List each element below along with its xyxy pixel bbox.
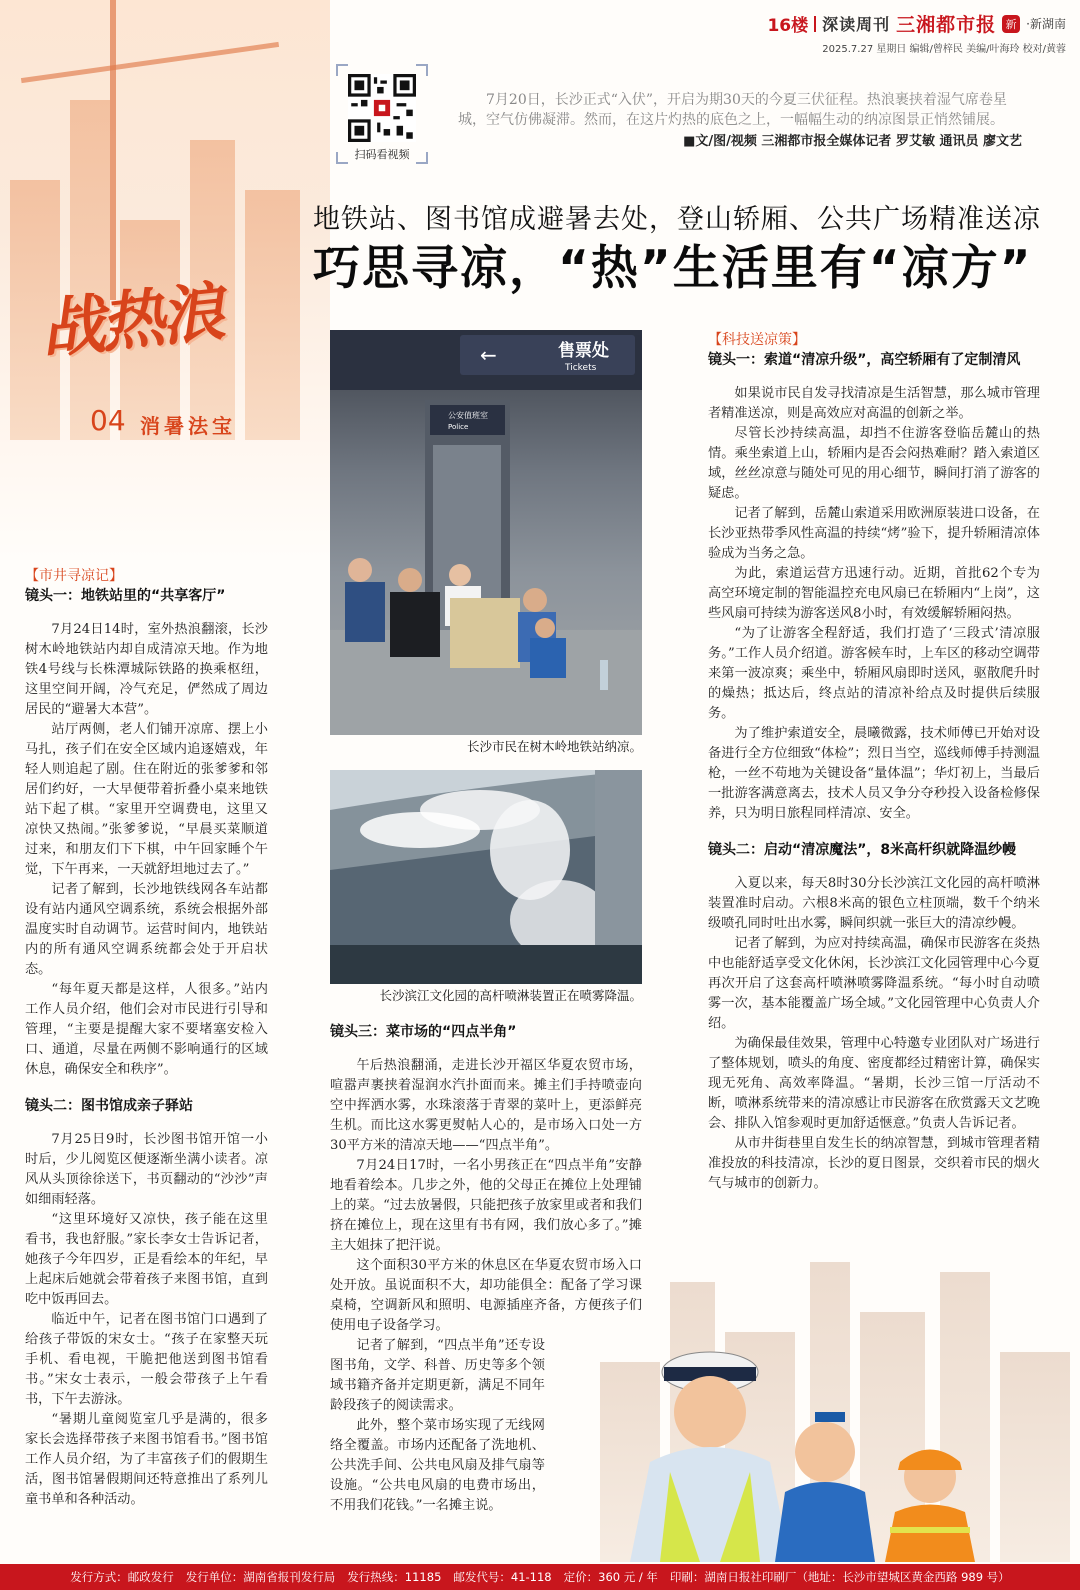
paragraph: 此外，整个菜市场实现了无线网络全覆盖。市场内还配备了洗地机、公共洗手间、公共电风扇及排气扇等设施。“公共电风扇的电费市场出，不用我们花钱。”一名摊主说。 xyxy=(330,1418,545,1513)
topic-title: 战热浪 xyxy=(37,275,225,369)
paragraph: “为了让游客全程舒适，我们打造了‘三段式’清凉服务。”工作人员介绍道。游客候车时，上车区的移动空调带来第一波凉爽；乘坐中，轿厢风扇即时送风，驱散爬升时的燥热；抵达后，终点站的清凉补给点及时提供后续服务。 xyxy=(708,626,1040,721)
page-number: 16楼 xyxy=(767,16,809,36)
paragraph: 记者了解到，“四点半角”还专设图书角，文学、科普、历史等多个领域书籍齐备并定期更新，满足不同年龄段孩子的阅读需求。 xyxy=(330,1338,545,1413)
footer-hotline: 发行热线：11185 xyxy=(347,1570,442,1584)
intro-paragraph: 7月20日，长沙正式“入伏”，开启为期30天的今夏三伏征程。热浪裹挟着湿气席卷星城，空气仿佛凝滞。然而，在这片灼热的底色之上，一幅幅生动的纳凉图景正悄然铺展。 xyxy=(458,92,1007,128)
photo-caption-mist: 长沙滨江文化园的高杆喷淋装置正在喷雾降温。 xyxy=(379,988,642,1003)
app-name: ·新湖南 xyxy=(1026,17,1066,31)
issue-meta: 2025.7.27 星期日 编辑/曾梓民 美编/叶海玲 校对/黄蓉 xyxy=(822,44,1066,55)
column-name: 深读周刊 xyxy=(822,15,891,34)
sign-ticket: 售票处 xyxy=(558,341,609,361)
left-column xyxy=(25,566,268,1510)
paragraph: 午后热浪翻涌，走进长沙开福区华夏农贸市场，喧嚣声裹挟着湿润水汽扑面而来。摊主们手持喷壶向空中挥洒水雾，水珠滚落于青翠的菜叶上，更添鲜亮生机。而比这水雾更熨帖人心的，是市场入口处一方30平方米的清凉天地——“四点半角”。 xyxy=(330,1058,642,1153)
qr-caption: 扫码看视频 xyxy=(354,148,410,161)
topic-number: 04 xyxy=(90,404,126,437)
footer-postal-code: 邮发代号：41-118 xyxy=(453,1570,552,1584)
paragraph: 临近中午，记者在图书馆门口遇到了给孩子带饭的宋女士。“孩子在家整天玩手机、看电视，干脆把他送到图书馆看书。”宋女士表示，一般会带孩子上午看书，下午去游泳。 xyxy=(25,1312,268,1407)
footer-publisher: 发行单位：湖南省报刊发行局 xyxy=(185,1570,336,1584)
footer-price: 定价：360 元 / 年 xyxy=(563,1570,658,1584)
paragraph: 记者了解到，为应对持续高温，确保市民游客在炎热中也能舒适享受文化休闲，长沙滨江文化园管理中心今夏再次开启了这套高杆喷淋喷雾降温系统。“每小时自动喷雾一次，基本能覆盖广场全域。”文化园管理中心负责人介绍。 xyxy=(708,936,1040,1031)
paragraph: 从市井街巷里自发生长的纳凉智慧，到城市管理者精准投放的科技清凉，长沙的夏日图景，交织着市民的烟火气与城市的创新力。 xyxy=(708,1136,1040,1191)
sign-police: 公安值班室 xyxy=(448,411,488,420)
paragraph: 入夏以来，每天8时30分长沙滨江文化园的高杆喷淋装置准时启动。六根8米高的银色立柱顶端，数千个纳米级喷孔同时吐出水雾，瞬间织就一张巨大的清凉纱幔。 xyxy=(708,876,1040,931)
section-heading: 镜头一：索道“清凉升级”，高空轿厢有了定制清风 xyxy=(708,352,1021,368)
qr-code-icon[interactable] xyxy=(348,74,416,142)
section-tag: 【科技送凉策】 xyxy=(708,332,806,348)
paragraph: 尽管长沙持续高温，却挡不住游客登临岳麓山的热情。乘坐索道上山，轿厢内是否会闷热难耐？踏入索道区域，丝丝凉意与随处可见的用心细节，瞬间打消了游客的疑虑。 xyxy=(708,426,1040,501)
xinhunan-logo-icon: 新 xyxy=(1002,15,1020,33)
paragraph: 7月25日9时，长沙图书馆开馆一小时后，少儿阅览区便逐渐坐满小读者。凉风从头顶徐徐送下，书页翻动的“沙沙”声如细雨轻落。 xyxy=(25,1132,268,1207)
sign-police-en: Police xyxy=(448,423,469,431)
section-heading: 镜头二：启动“清凉魔法”，8米高杆织就降温纱幔 xyxy=(708,842,1017,858)
right-column xyxy=(708,330,1040,1194)
paragraph: “每年夏天都是这样，人很多。”站内工作人员介绍，他们会对市民进行引导和管理，“主要是提醒大家不要堵塞安检入口、通道，尽量在两侧不影响通行的区域休息，确保安全和秩序”。 xyxy=(25,982,268,1077)
topic-name: 消暑法宝 xyxy=(140,414,236,438)
byline: ■文/图/视频 三湘都市报全媒体记者 罗艾敏 通讯员 廖文艺 xyxy=(683,134,1022,149)
paragraph: 7月24日14时，室外热浪翻滚，长沙树木岭地铁站内却自成清凉天地。作为地铁4号线与长株潭城际铁路的换乘枢纽，这里空间开阔，冷气充足，俨然成了周边居民的“避暑大本营”。 xyxy=(25,622,268,717)
main-headline: 巧思寻凉，“热”生活里有“凉方” xyxy=(313,241,1033,296)
paragraph: 站厅两侧，老人们铺开凉席、摆上小马扎，孩子们在安全区域内追逐嬉戏，年轻人则追起了剧。住在附近的张爹爹和邻居们约好，一大早便带着折叠小桌来地铁站下起了棋。“家里开空调费电，这里又凉快又热闹。”张爹爹说，“早晨买菜顺道过来，和朋友们下下棋，中午回家睡个午觉，下午再来，一天就舒坦地过去了。” xyxy=(25,722,268,877)
paragraph: 如果说市民自发寻找清凉是生活智慧，那么城市管理者精准送凉，则是高效应对高温的创新之举。 xyxy=(708,386,1040,421)
footer-printer: 印刷：湖南日报社印刷厂（地址：长沙市望城区黄金西路 989 号） xyxy=(669,1570,1010,1584)
paragraph: 记者了解到，长沙地铁线网各车站都设有站内通风空调系统，系统会根据外部温度实时自动调节。运营时间内，地铁站内的所有通风空调系统都会处于开启状态。 xyxy=(25,882,268,977)
photo-metro-station xyxy=(330,330,642,735)
masthead xyxy=(626,10,1066,54)
paragraph: 这个面积30平方米的休息区在华夏农贸市场入口处开放。虽说面积不大，却功能俱全：配备了学习课桌椅，空调新风和照明、电源插座齐备，方便孩子们使用电子设备学习。 xyxy=(330,1258,642,1333)
paragraph: 为确保最佳效果，管理中心特邀专业团队对广场进行了整体规划，喷头的角度、密度都经过精密计算，确保实现无死角、高效率降温。“暑期，长沙三馆一厅活动不断，喷淋系统带来的清凉感让市民游客在欣赏露天文艺晚会、排队入馆参观时更加舒适惬意。”负责人告诉记者。 xyxy=(708,1036,1040,1131)
qr-code-block[interactable] xyxy=(336,64,428,164)
section-tag: 【市井寻凉记】 xyxy=(25,568,123,584)
photo-caption-metro: 长沙市民在树木岭地铁站纳凉。 xyxy=(466,739,642,754)
section-heading: 镜头一：地铁站里的“共享客厅” xyxy=(25,588,226,604)
middle-column xyxy=(330,1022,642,1516)
photo-mist-spray xyxy=(330,770,642,984)
paragraph: 为了维护索道安全，晨曦微露，技术师傅已开始对设备进行全方位细致“体检”；烈日当空，巡线师傅手持测温枪，一丝不苟地为关键设备“量体温”；华灯初上，当最后一批游客满意离去，技术人员又争分夺秒投入设备检修保养，只为明日旅程同样清凉、安全。 xyxy=(708,726,1040,821)
paragraph: 记者了解到，岳麓山索道采用欧洲原装进口设备，在长沙亚热带季风性高温的持续“烤”验下，提升轿厢清凉体验成为当务之急。 xyxy=(708,506,1040,561)
masthead-divider xyxy=(814,16,816,32)
workers-illustration xyxy=(590,1312,1010,1562)
paragraph: 7月24日17时，一名小男孩正在“四点半角”安静地看着绘本。几步之外，他的父母正在摊位上处理铺上的菜。“过去放暑假，只能把孩子放家里或者和我们挤在摊位上，现在这里有书有网，我们放心多了。”摊主大姐抹了把汗说。 xyxy=(330,1158,642,1253)
section-heading: 镜头二：图书馆成亲子驿站 xyxy=(25,1098,193,1114)
paragraph: “这里环境好又凉快，孩子能在这里看书，我也舒服。”家长李女士告诉记者，她孩子今年四岁，正是看绘本的年纪，早上起床后她就会带着孩子来图书馆，直到吃中饭再回去。 xyxy=(25,1212,268,1307)
ticket-arrow-icon: ← xyxy=(480,343,497,367)
sign-ticket-en: Tickets xyxy=(565,363,597,373)
paragraph: 为此，索道运营方迅速行动。近期，首批62个专为高空环境定制的智能温控充电风扇已在轿厢内“上岗”，这些风扇可持续为游客送风8小时，有效缓解轿厢闷热。 xyxy=(708,566,1040,621)
paragraph: “暑期儿童阅览室几乎是满的，很多家长会选择带孩子来图书馆看书。”图书馆工作人员介绍，为了丰富孩子们的假期生活，图书馆暑假期间还特意推出了系列儿童书单和各种活动。 xyxy=(25,1412,268,1507)
subheadline: 地铁站、图书馆成避暑去处，登山轿厢、公共广场精准送凉 xyxy=(313,204,1041,235)
footer-distribution: 发行方式：邮政发行 xyxy=(70,1570,174,1584)
section-heading: 镜头三：菜市场的“四点半角” xyxy=(330,1024,517,1040)
newspaper-name: 三湘都市报 xyxy=(896,14,997,36)
footer-bar xyxy=(0,1564,1080,1590)
